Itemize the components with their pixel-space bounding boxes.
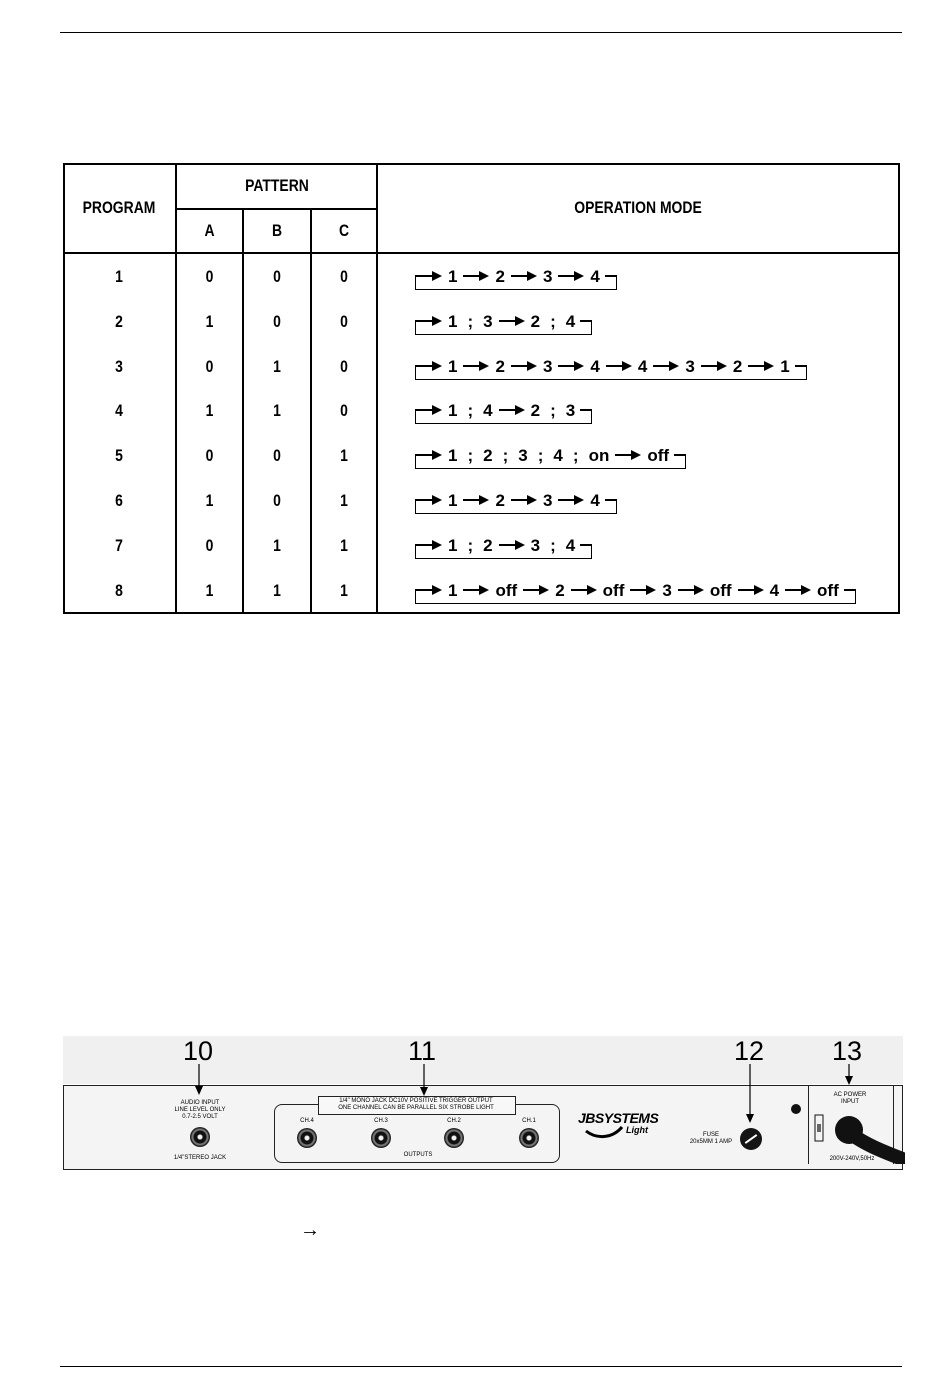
sequence-token: ; — [537, 446, 544, 465]
fuse-label: FUSE — [702, 1132, 719, 1138]
loop-start-arrow-icon — [416, 361, 442, 371]
sequence-arrow-icon — [511, 271, 537, 281]
sequence-token: 1 — [448, 581, 458, 600]
pattern-b-cell: 0 — [273, 312, 281, 331]
sequence-token: 4 — [590, 357, 600, 376]
sequence-arrow-icon — [653, 361, 679, 371]
sequence-token: 4 — [590, 491, 600, 510]
operation-sequence — [415, 491, 605, 511]
sequence-token: 3 — [565, 401, 576, 420]
sequence-token: 2 — [483, 446, 493, 465]
sequence-token: 4 — [483, 401, 493, 420]
sequence-arrow-icon — [606, 361, 632, 371]
sequence-token: on — [588, 446, 610, 465]
sequence-text — [415, 267, 605, 287]
callout-10: 10 — [183, 1036, 214, 1066]
audio-input-label-3: 0.7-2.5 VOLT — [182, 1114, 218, 1120]
sequence-arrow-icon — [463, 585, 489, 595]
channel-1-label: CH.1 — [522, 1118, 536, 1124]
pattern-a-cell: 0 — [205, 446, 214, 465]
sequence-token: ; — [467, 536, 474, 555]
sequence-token: 3 — [518, 446, 528, 465]
pattern-c-cell: 0 — [340, 312, 348, 331]
sequence-token: 1 — [448, 357, 458, 376]
sequence-token: 3 — [542, 491, 553, 510]
sequence-arrow-icon — [748, 361, 774, 371]
sequence-arrow-icon — [615, 450, 641, 460]
operation-sequence — [415, 536, 580, 556]
header-b: B — [271, 221, 283, 240]
pattern-a-cell: 0 — [205, 536, 214, 555]
sequence-arrow-icon — [523, 585, 549, 595]
sequence-arrow-icon — [499, 316, 525, 326]
stereo-jack-label: 1/4"STEREO JACK — [173, 1155, 227, 1161]
trigger-label-1: 1/4" MONO JACK DC10V POSITIVE TRIGGER OUTPUT — [339, 1098, 493, 1104]
sequence-token: 3 — [542, 267, 553, 286]
sequence-arrow-icon — [558, 271, 584, 281]
voltage-label: 200V-240V,50Hz — [829, 1156, 875, 1162]
fuse-rating-label: 20x5MM 1 AMP — [689, 1139, 733, 1145]
loop-start-arrow-icon — [416, 450, 442, 460]
header-c: C — [338, 221, 350, 240]
operation-sequence — [415, 357, 795, 377]
sequence-token: 3 — [483, 312, 493, 331]
trigger-label-2: ONE CHANNEL CAN BE PARALLEL SIX STROBE LIGHT — [338, 1105, 494, 1111]
pattern-a-cell: 0 — [205, 267, 214, 286]
sequence-arrow-icon — [463, 495, 489, 505]
audio-input-label-2: LINE LEVEL ONLY — [174, 1107, 226, 1113]
sequence-token: off — [709, 581, 732, 600]
sequence-token: 2 — [483, 536, 493, 555]
sequence-text — [415, 446, 674, 466]
sequence-arrow-icon — [511, 495, 537, 505]
sequence-arrow-icon — [511, 361, 537, 371]
sequence-arrow-icon — [558, 495, 584, 505]
sequence-token: 2 — [495, 491, 505, 510]
sequence-token: 2 — [732, 357, 743, 376]
sequence-token: 2 — [495, 357, 505, 376]
sequence-token: 1 — [448, 446, 458, 465]
sequence-text — [415, 536, 580, 556]
program-cell: 3 — [115, 357, 123, 376]
header-program: PROGRAM — [82, 197, 156, 217]
jbsystems-logo-sub: Light — [626, 1125, 648, 1135]
operation-sequence — [415, 312, 580, 332]
sequence-arrow-icon — [499, 405, 525, 415]
sequence-token: 4 — [769, 581, 780, 600]
sequence-text — [415, 312, 580, 332]
header-pattern: PATTERN — [245, 175, 309, 195]
sequence-token: off — [647, 446, 670, 465]
pattern-b-cell: 0 — [273, 267, 281, 286]
pattern-a-cell: 0 — [205, 357, 214, 376]
pattern-c-cell: 0 — [340, 401, 348, 420]
pattern-c-cell: 0 — [340, 357, 348, 376]
sequence-token: off — [817, 581, 839, 600]
program-cell: 2 — [115, 312, 123, 331]
sequence-arrow-icon — [558, 361, 584, 371]
operation-sequence — [415, 401, 580, 421]
sequence-token: 4 — [565, 312, 576, 331]
sequence-token: ; — [550, 401, 556, 420]
sequence-token: ; — [467, 446, 474, 465]
pattern-b-cell: 1 — [273, 401, 281, 420]
sequence-token: ; — [550, 312, 556, 331]
sequence-token: 1 — [780, 357, 790, 376]
sequence-arrow-icon — [463, 271, 489, 281]
sequence-token: off — [495, 581, 518, 600]
sequence-arrow-icon — [463, 361, 489, 371]
pattern-c-cell: 1 — [340, 581, 348, 600]
program-cell: 7 — [115, 536, 123, 555]
pattern-b-cell: 1 — [273, 581, 281, 600]
program-cell: 1 — [115, 267, 123, 286]
sequence-text — [415, 401, 580, 421]
audio-input-label: AUDIO INPUT — [180, 1100, 220, 1106]
sequence-token: 1 — [448, 491, 458, 510]
program-cell: 4 — [115, 401, 123, 420]
pattern-c-cell: 1 — [340, 536, 348, 555]
loop-start-arrow-icon — [416, 316, 442, 326]
sequence-arrow-icon — [738, 585, 764, 595]
channel-3-label: CH.3 — [374, 1118, 388, 1124]
sequence-token: 2 — [555, 581, 565, 600]
sequence-token: 3 — [542, 357, 553, 376]
note-arrow-icon: → — [300, 1219, 320, 1241]
header-operation-mode: OPERATION MODE — [574, 197, 702, 217]
sequence-token: 4 — [565, 536, 576, 555]
sequence-token: ; — [502, 446, 509, 465]
loop-start-arrow-icon — [416, 540, 442, 550]
sequence-token: ; — [572, 446, 579, 465]
sequence-token: 1 — [448, 401, 458, 420]
program-cell: 6 — [115, 491, 123, 510]
power-input-label: AC POWER — [833, 1092, 867, 1098]
sequence-arrow-icon — [678, 585, 704, 595]
pattern-a-cell: 1 — [205, 401, 214, 420]
callout-13: 13 — [832, 1036, 863, 1066]
pattern-a-cell: 1 — [205, 491, 214, 510]
sequence-token: 2 — [530, 312, 541, 331]
sequence-token: 1 — [448, 267, 458, 286]
power-input-label-2: INPUT — [841, 1099, 859, 1105]
sequence-token: 1 — [448, 536, 458, 555]
program-cell: 5 — [115, 446, 123, 465]
pattern-b-cell: 1 — [273, 536, 281, 555]
pattern-b-cell: 1 — [273, 357, 281, 376]
channel-2-label: CH.2 — [447, 1118, 461, 1124]
sequence-arrow-icon — [571, 585, 597, 595]
sequence-arrow-icon — [785, 585, 811, 595]
sequence-arrow-icon — [630, 585, 656, 595]
pattern-b-cell: 0 — [273, 491, 281, 510]
sequence-token: 1 — [448, 312, 458, 331]
operation-sequence — [415, 267, 605, 287]
program-cell: 8 — [115, 581, 123, 600]
sequence-text — [415, 357, 795, 377]
pattern-c-cell: 1 — [340, 491, 348, 510]
header-a: A — [204, 221, 215, 240]
sequence-text — [415, 581, 844, 601]
pattern-a-cell: 1 — [205, 312, 214, 331]
sequence-token: 3 — [662, 581, 672, 600]
pattern-c-cell: 0 — [340, 267, 348, 286]
sequence-token: 4 — [553, 446, 563, 465]
pattern-b-cell: 0 — [273, 446, 281, 465]
pattern-a-cell: 1 — [205, 581, 214, 600]
loop-start-arrow-icon — [416, 271, 442, 281]
operation-sequence — [415, 581, 844, 601]
sequence-token: off — [602, 581, 625, 600]
sequence-token: ; — [467, 312, 474, 331]
sequence-arrow-icon — [701, 361, 727, 371]
loop-start-arrow-icon — [416, 495, 442, 505]
sequence-token: 3 — [530, 536, 541, 555]
sequence-token: 2 — [530, 401, 541, 420]
sequence-token: 4 — [590, 267, 600, 286]
sequence-token: 2 — [495, 267, 505, 286]
callout-12: 12 — [734, 1036, 765, 1066]
sequence-token: ; — [467, 401, 474, 420]
outputs-label: OUTPUTS — [403, 1152, 433, 1158]
callout-11: 11 — [408, 1036, 437, 1066]
sequence-token: ; — [550, 536, 556, 555]
operation-sequence — [415, 446, 674, 466]
sequence-token: 4 — [637, 357, 648, 376]
loop-start-arrow-icon — [416, 405, 442, 415]
channel-4-label: CH.4 — [300, 1118, 314, 1124]
pattern-c-cell: 1 — [340, 446, 348, 465]
sequence-text — [415, 491, 605, 511]
loop-start-arrow-icon — [416, 585, 442, 595]
sequence-token: 3 — [685, 357, 695, 376]
sequence-arrow-icon — [499, 540, 525, 550]
jbsystems-logo: JBSYSTEMS — [578, 1110, 659, 1126]
